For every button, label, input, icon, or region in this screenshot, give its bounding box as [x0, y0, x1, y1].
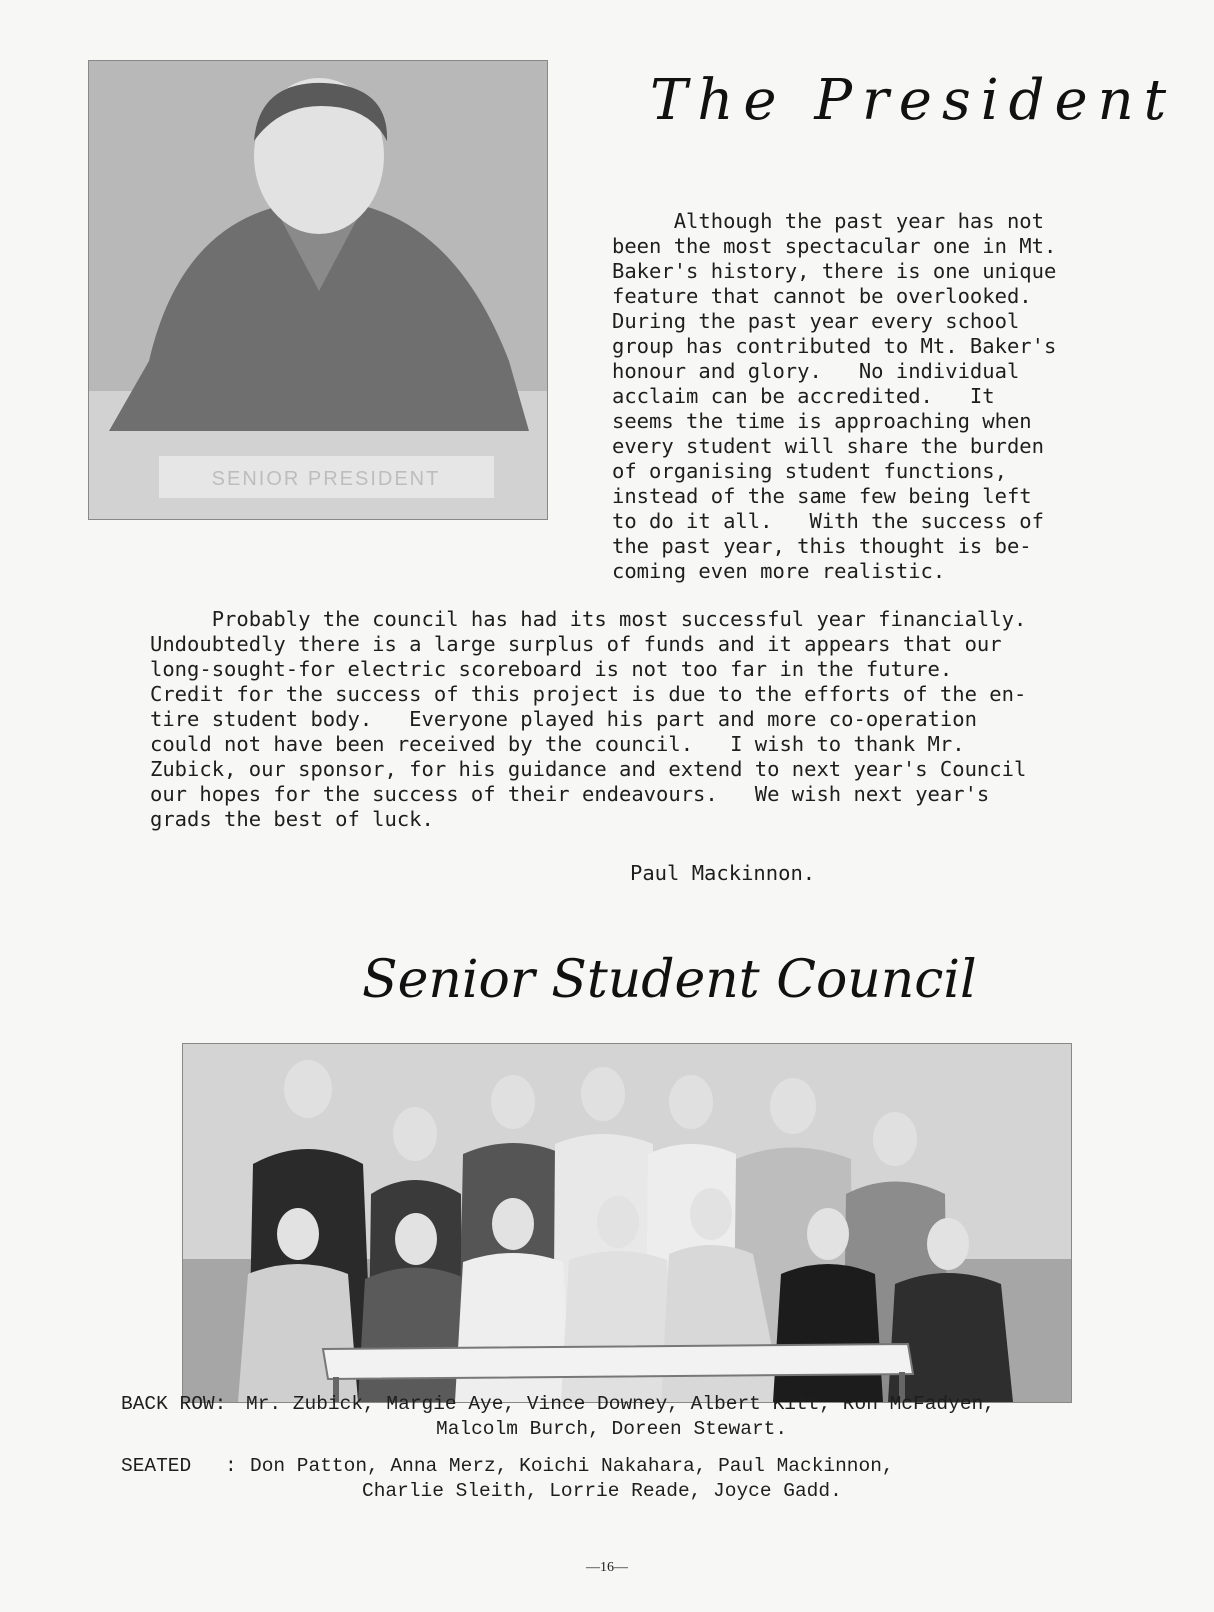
text-line: grads the best of luck.: [150, 807, 434, 831]
president-photo: [88, 60, 548, 520]
council-photo-figure: [183, 1044, 1071, 1402]
text-line: of organising student functions,: [612, 459, 1007, 483]
text-line: could not have been received by the council. I wish to thank Mr.: [150, 732, 965, 756]
text-line: instead of the same few being left: [612, 484, 1032, 508]
text-line: long-sought-for electric scoreboard is not too far in the future.: [150, 657, 953, 681]
page-number: —16—: [586, 1560, 628, 1575]
text-line: Probably the council has had its most successful year financially.: [150, 607, 1027, 631]
text-line: our hopes for the success of their endeavours. We wish next year's: [150, 782, 990, 806]
seated-names-line-1: Don Patton, Anna Merz, Koichi Nakahara, Paul Mackinnon,: [250, 1455, 894, 1477]
text-line: Credit for the success of this project is due to the efforts of the en-: [150, 682, 1027, 706]
text-line: Although the past year has not: [612, 209, 1044, 233]
text-line: the past year, this thought is be-: [612, 534, 1032, 558]
senior-president-sign: SENIOR PRESIDENT: [211, 468, 441, 490]
text-line: to do it all. With the success of: [612, 509, 1044, 533]
text-line: been the most spectacular one in Mt.: [612, 234, 1057, 258]
text-line: acclaim can be accredited. It: [612, 384, 995, 408]
text-line: Zubick, our sponsor, for his guidance and extend to next year's Council: [150, 757, 1027, 781]
back-row-label: BACK ROW:: [121, 1393, 227, 1415]
signature: Paul Mackinnon.: [630, 861, 816, 885]
seated-names-line-2: Charlie Sleith, Lorrie Reade, Joyce Gadd.: [362, 1480, 842, 1502]
council-title: Senior Student Council: [362, 950, 977, 1010]
text-line: Baker's history, there is one unique: [612, 259, 1057, 283]
seated-label: SEATED: [121, 1455, 192, 1477]
seated-colon: :: [225, 1455, 237, 1477]
back-row-names-line-1: Mr. Zubick, Margie Aye, Vince Downey, Albert Kitt, Ron McFadyen,: [246, 1393, 995, 1415]
text-line: honour and glory. No individual: [612, 359, 1020, 383]
text-line: seems the time is approaching when: [612, 409, 1032, 433]
council-group-photo: [182, 1043, 1072, 1403]
text-line: every student will share the burden: [612, 434, 1044, 458]
back-row-names-line-2: Malcolm Burch, Doreen Stewart.: [436, 1418, 788, 1440]
text-line: Undoubtedly there is a large surplus of funds and it appears that our: [150, 632, 1002, 656]
text-line: coming even more realistic.: [612, 559, 946, 583]
president-photo-figure: [89, 61, 547, 519]
text-line: feature that cannot be overlooked.: [612, 284, 1032, 308]
text-line: group has contributed to Mt. Baker's: [612, 334, 1057, 358]
president-title: The President: [650, 68, 1177, 133]
text-line: During the past year every school: [612, 309, 1020, 333]
text-line: tire student body. Everyone played his part and more co-operation: [150, 707, 977, 731]
